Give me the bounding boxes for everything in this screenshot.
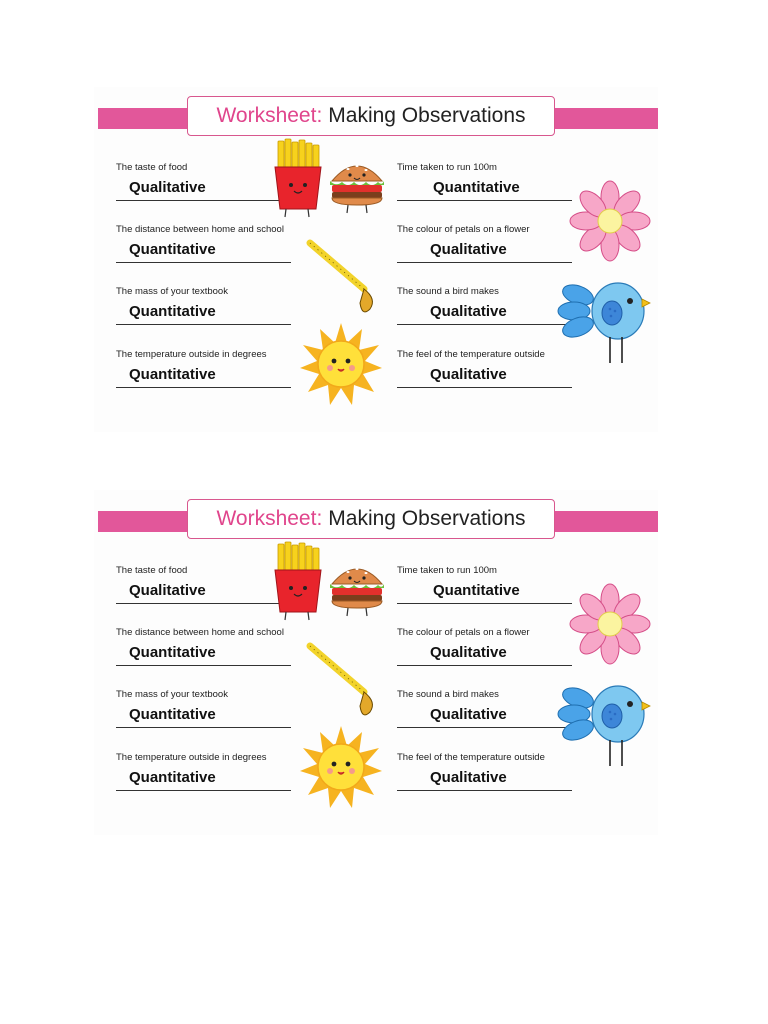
- observation-item: [397, 286, 572, 325]
- observation-item: [116, 224, 291, 263]
- answer-line: [397, 727, 572, 728]
- answer-line: [116, 665, 291, 666]
- observation-prompt: The mass of your textbook: [116, 286, 228, 297]
- observation-item: [116, 349, 291, 388]
- observation-answer: Qualitative: [129, 179, 206, 196]
- answer-line: [116, 262, 291, 263]
- observation-item: [116, 565, 291, 604]
- observation-answer: Quantitative: [129, 303, 216, 320]
- answer-line: [397, 790, 572, 791]
- title-keyword: Worksheet:: [216, 507, 323, 530]
- observation-answer: Quantitative: [129, 769, 216, 786]
- observation-prompt: The feel of the temperature outside: [397, 349, 545, 360]
- observation-answer: Qualitative: [430, 644, 507, 661]
- answer-line: [116, 727, 291, 728]
- observation-prompt: The feel of the temperature outside: [397, 752, 545, 763]
- observation-answer: Quantitative: [129, 706, 216, 723]
- sun-icon: [300, 323, 382, 405]
- observation-answer: Qualitative: [430, 706, 507, 723]
- worksheet-1: [94, 87, 658, 432]
- observation-prompt: The taste of food: [116, 565, 188, 576]
- sun-icon: [300, 726, 382, 808]
- observation-item: [116, 286, 291, 325]
- measuring-tape-icon: [302, 640, 382, 720]
- observation-item: [397, 224, 572, 263]
- fries-icon: [272, 139, 324, 219]
- observation-prompt: The sound a bird makes: [397, 689, 499, 700]
- observation-item: [397, 689, 572, 728]
- answer-line: [116, 200, 291, 201]
- observation-answer: Qualitative: [430, 769, 507, 786]
- observation-prompt: The sound a bird makes: [397, 286, 499, 297]
- observation-answer: Quantitative: [129, 241, 216, 258]
- answer-line: [116, 603, 291, 604]
- observation-prompt: Time taken to run 100m: [397, 565, 497, 576]
- title-keyword: Worksheet:: [216, 104, 323, 127]
- observation-prompt: The colour of petals on a flower: [397, 627, 530, 638]
- worksheet-2: [94, 490, 658, 835]
- bird-icon: [560, 277, 652, 367]
- observation-prompt: The taste of food: [116, 162, 188, 173]
- worksheet-title: [187, 96, 555, 136]
- observation-prompt: The mass of your textbook: [116, 689, 228, 700]
- answer-line: [397, 262, 572, 263]
- observation-item: [397, 627, 572, 666]
- observation-item: [116, 752, 291, 791]
- observation-prompt: The temperature outside in degrees: [116, 349, 267, 360]
- observation-answer: Qualitative: [430, 241, 507, 258]
- observation-item: [397, 752, 572, 791]
- observation-answer: Quantitative: [129, 644, 216, 661]
- observation-answer: Qualitative: [129, 582, 206, 599]
- observation-prompt: Time taken to run 100m: [397, 162, 497, 173]
- observation-prompt: The distance between home and school: [116, 627, 284, 638]
- answer-line: [397, 324, 572, 325]
- observation-item: [116, 162, 291, 201]
- answer-line: [397, 200, 572, 201]
- observation-answer: Qualitative: [430, 303, 507, 320]
- answer-line: [116, 324, 291, 325]
- observation-item: [397, 349, 572, 388]
- observation-answer: Quantitative: [433, 179, 520, 196]
- observation-answer: Quantitative: [129, 366, 216, 383]
- burger-icon: [326, 560, 388, 620]
- observation-answer: Qualitative: [430, 366, 507, 383]
- observation-item: [116, 689, 291, 728]
- fries-icon: [272, 542, 324, 622]
- observation-item: [116, 627, 291, 666]
- observation-prompt: The colour of petals on a flower: [397, 224, 530, 235]
- observation-item: [397, 162, 572, 201]
- title-text: Making Observations: [328, 104, 526, 127]
- answer-line: [397, 603, 572, 604]
- observation-prompt: The temperature outside in degrees: [116, 752, 267, 763]
- title-text: Making Observations: [328, 507, 526, 530]
- observation-prompt: The distance between home and school: [116, 224, 284, 235]
- burger-icon: [326, 157, 388, 217]
- answer-line: [116, 790, 291, 791]
- flower-icon: [568, 582, 652, 666]
- answer-line: [397, 665, 572, 666]
- observation-answer: Quantitative: [433, 582, 520, 599]
- answer-line: [397, 387, 572, 388]
- bird-icon: [560, 680, 652, 770]
- measuring-tape-icon: [302, 237, 382, 317]
- worksheet-title: [187, 499, 555, 539]
- flower-icon: [568, 179, 652, 263]
- answer-line: [116, 387, 291, 388]
- observation-item: [397, 565, 572, 604]
